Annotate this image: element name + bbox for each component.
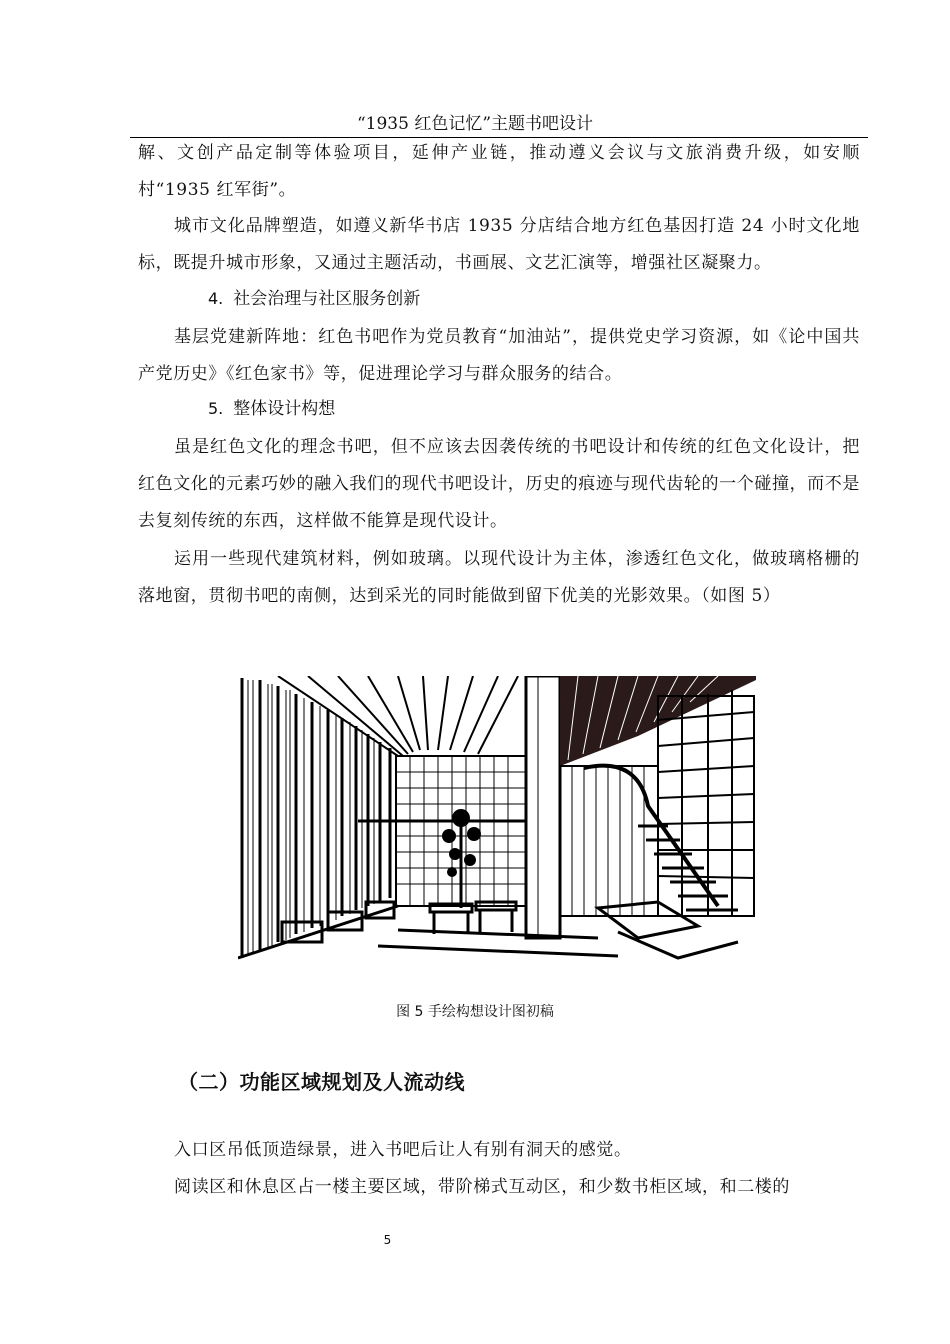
- paragraph-reading-area: 阅读区和休息区占一楼主要区域，带阶梯式互动区，和少数书柜区域，和二楼的: [174, 1177, 790, 1197]
- paragraph-city-brand: 城市文化品牌塑造，如遵义新华书店 1935 分店结合地方红色基因打造 24 小时文化地标，既提升城市形象，又通过主题活动，书画展、文艺汇演等，增强社区凝聚力。: [138, 216, 860, 273]
- paragraph-entrance: 入口区吊低顶造绿景，进入书吧后让人有别有洞天的感觉。: [174, 1140, 632, 1160]
- subheading-4-text: 社会治理与社区服务创新: [233, 289, 421, 309]
- subheading-5-number: 5.: [208, 399, 224, 418]
- subheading-4-number: 4.: [208, 289, 224, 308]
- figure-caption: 图 5 手绘构想设计图初稿: [396, 1004, 554, 1020]
- paragraph-design-concept: 虽是红色文化的理念书吧，但不应该去因袭传统的书吧设计和传统的红色文化设计，把红色文化的元素巧妙的融入我们的现代书吧设计，历史的痕迹与现代齿轮的一个碰撞，而不是去复刻传统的东西，这样做不能算是现代设计。: [138, 437, 860, 531]
- page-number: 5: [383, 1233, 392, 1247]
- subheading-5-text: 整体设计构想: [233, 399, 336, 419]
- paragraph-continuation: 解、文创产品定制等体验项目，延伸产业链，推动遵义会议与文旅消费升级，如安顺村“1935 红军街”。: [138, 143, 860, 200]
- subheading-5: [208, 397, 335, 421]
- section-title: （二）功能区域规划及人流动线: [178, 1070, 465, 1094]
- paragraph-party-building: 基层党建新阵地：红色书吧作为党员教育“加油站”，提供党史学习资源，如《论中国共产党历史》《红色家书》等，促进理论学习与群众服务的结合。: [138, 327, 860, 384]
- paragraph-materials: 运用一些现代建筑材料，例如玻璃。以现代设计为主体，渗透红色文化，做玻璃格栅的落地窗，贯彻书吧的南侧，达到采光的同时能做到留下优美的光影效果。（如图 5）: [138, 549, 860, 606]
- running-header: “1935 红色记忆”主题书吧设计: [356, 114, 594, 134]
- subheading-4: [208, 287, 420, 311]
- sketch-figure: [238, 676, 756, 966]
